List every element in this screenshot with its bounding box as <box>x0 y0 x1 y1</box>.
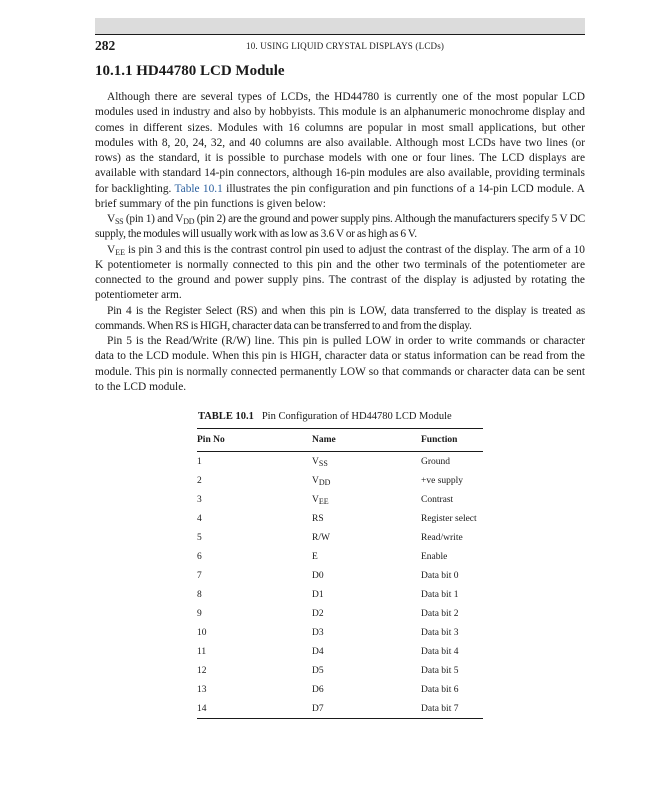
cell-name-text: V <box>312 475 319 486</box>
cell-name <box>312 661 421 680</box>
cell-pin-no: 7 <box>197 570 202 581</box>
cell-name-text: D5 <box>312 665 324 676</box>
cell-name-text: D2 <box>312 608 324 619</box>
column-header-function: Function <box>421 429 483 452</box>
paragraph-power-pins <box>95 212 585 243</box>
cell-function: Enable <box>421 551 448 562</box>
cell-name-subscript: DD <box>318 477 331 487</box>
cell-name <box>312 566 421 585</box>
cell-name-text: V <box>312 494 319 505</box>
cell-name-text: D3 <box>312 627 324 638</box>
cell-function: Contrast <box>421 494 454 505</box>
table-row <box>197 490 483 509</box>
body-text <box>95 90 585 395</box>
cell-pin-no: 8 <box>197 589 202 600</box>
page-number: 282 <box>95 38 116 53</box>
cell-name-text: E <box>312 551 318 562</box>
cell-name <box>312 642 421 661</box>
subscript-dd: DD <box>183 217 195 226</box>
table-caption-text: Pin Configuration of HD44780 LCD Module <box>261 411 452 422</box>
cell-pin-no: 3 <box>197 494 202 505</box>
symbol-v: V <box>107 213 115 225</box>
paragraph-register-select: Pin 4 is the Register Select (RS) and when this pin is LOW, data transferred to the display is treated as commands. When RS is HIGH, character data can be transferred to and from the display. <box>95 304 585 332</box>
cell-pin-no: 1 <box>197 456 202 467</box>
cell-pin-no: 2 <box>197 475 202 486</box>
cell-pin-no: 5 <box>197 532 202 543</box>
cell-function: Data bit 3 <box>421 627 459 638</box>
table-caption <box>198 411 452 422</box>
cell-function: Data bit 2 <box>421 608 459 619</box>
cell-name <box>312 699 421 719</box>
table-row <box>197 604 483 623</box>
paragraph-intro <box>95 90 585 212</box>
table-row <box>197 566 483 585</box>
paragraph-intro-text: Although there are several types of LCDs, the HD44780 is currently one of the most popular LCD modules used in industry and also by hobbyists. This module is an alphanumeric monochrome display and comes in different sizes. Modules with 16 columns are popular in most small applications, but other modules with 8, 20, 24, 32, and 40 columns are also available. Although most LCDs have two lines (or rows) as the standard, it is possible to purchase models with one or four lines. The LCD displays are available with standard 14-pin connectors, although 16-pin modules are also available, providing terminals for backlighting. <box>95 91 585 195</box>
cell-name <box>312 585 421 604</box>
paragraph-intro-tail: illustrates the pin configuration and pin functions of a 14-pin LCD module. A brief summary of the pin functions is given below: <box>95 182 585 210</box>
cell-name-text: D1 <box>312 589 324 600</box>
cell-name <box>312 509 421 528</box>
cell-pin-no: 6 <box>197 551 202 562</box>
table-row <box>197 547 483 566</box>
table-row <box>197 642 483 661</box>
cell-name <box>312 623 421 642</box>
table-header-row <box>197 429 483 452</box>
cell-name-text: V <box>312 456 319 467</box>
table-reference-link[interactable]: Table 10.1 <box>174 182 223 195</box>
cell-pin-no: 14 <box>197 699 312 719</box>
cell-name <box>312 471 421 490</box>
cell-name <box>312 680 421 699</box>
cell-pin-no: 10 <box>197 627 207 638</box>
cell-name-text: D6 <box>312 684 324 695</box>
table-row <box>197 528 483 547</box>
cell-name <box>312 547 421 566</box>
table-row <box>197 661 483 680</box>
cell-function: +ve supply <box>421 475 464 486</box>
paragraph-read-write: Pin 5 is the Read/Write (R/W) line. This pin is pulled LOW in order to write commands or character data to the LCD module. When this pin is HIGH, character data or status information can be read from the module. This pin is normally connected permanently LOW so that commands or character data can be sent to the LCD module. <box>95 335 585 393</box>
cell-function: Data bit 7 <box>421 699 483 719</box>
cell-name-text: D4 <box>312 646 324 657</box>
cell-pin-no: 12 <box>197 665 207 676</box>
cell-name-subscript: EE <box>318 496 329 506</box>
cell-name <box>312 452 421 472</box>
table-row <box>197 471 483 490</box>
section-heading: 10.1.1 HD44780 LCD Module <box>95 63 285 79</box>
running-head: 10. USING LIQUID CRYSTAL DISPLAYS (LCDs) <box>246 41 445 51</box>
cell-name <box>312 490 421 509</box>
cell-name-text: D0 <box>312 570 324 581</box>
cell-function: Data bit 5 <box>421 665 459 676</box>
paragraph-contrast-pin <box>95 243 585 304</box>
symbol-v-ee: V <box>107 243 116 256</box>
cell-name-text: R/W <box>312 532 330 543</box>
table-row <box>197 452 483 472</box>
cell-pin-no: 13 <box>197 684 207 695</box>
table-row <box>197 585 483 604</box>
table-row <box>197 680 483 699</box>
cell-function: Data bit 4 <box>421 646 459 657</box>
cell-name <box>312 528 421 547</box>
cell-function: Data bit 6 <box>421 684 459 695</box>
cell-function: Data bit 1 <box>421 589 459 600</box>
header-rule <box>95 34 585 35</box>
subscript-ee: EE <box>115 247 126 257</box>
cell-function: Register select <box>421 513 477 524</box>
table-row <box>197 623 483 642</box>
table-row <box>197 699 483 719</box>
paragraph-power-pins-rest: (pin 2) are the ground and power supply pins. Although the manufacturers specify 5 V DC supply, the modules will usually work with as low as 3.6 V or as high as 6 V. <box>95 213 585 241</box>
cell-function: Read/write <box>421 532 463 543</box>
pin-configuration-table <box>197 428 483 719</box>
cell-pin-no: 11 <box>197 646 207 657</box>
subscript-ss: SS <box>114 217 124 226</box>
cell-name-text: RS <box>312 513 324 524</box>
cell-function: Ground <box>421 456 451 467</box>
cell-name <box>312 604 421 623</box>
column-header-name: Name <box>312 429 421 452</box>
column-header-pin-no: Pin No <box>197 429 312 452</box>
table-row <box>197 509 483 528</box>
cell-pin-no: 9 <box>197 608 202 619</box>
cell-name-subscript: SS <box>318 458 328 468</box>
cell-name-text: D7 <box>312 703 324 714</box>
header-band <box>95 18 585 34</box>
cell-function: Data bit 0 <box>421 570 459 581</box>
paragraph-contrast-pin-rest: is pin 3 and this is the contrast control pin used to adjust the contrast of the display. The arm of a 10 K potentiometer is normally connected to this pin and the other two terminals of the potentiometer are connected to the ground and power supply pins. The contrast of the display is adjusted by rotating the potentiometer arm. <box>95 243 585 302</box>
table-caption-label: TABLE 10.1 <box>198 411 254 422</box>
cell-pin-no: 4 <box>197 513 202 524</box>
paragraph-power-pins-mid: (pin 1) and V <box>123 213 184 225</box>
